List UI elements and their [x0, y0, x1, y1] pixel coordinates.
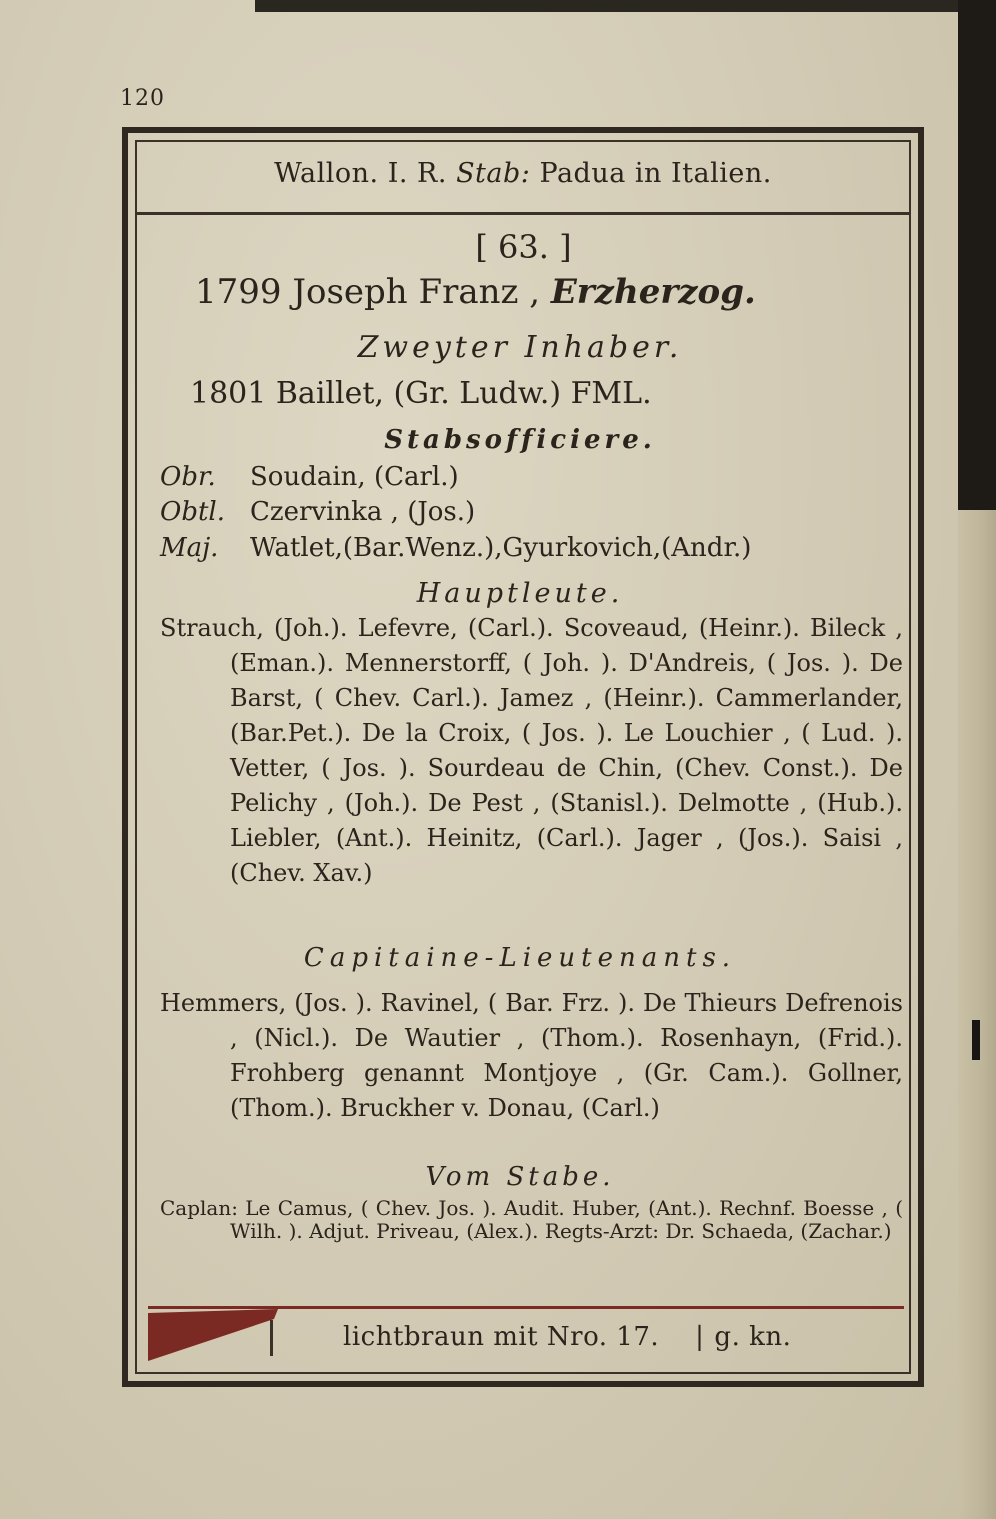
capitaine-lieutenants-heading: Capitaine-Lieutenants.: [303, 943, 737, 973]
uniform-footer: [343, 1322, 791, 1352]
officer-row: [160, 462, 459, 492]
header-prefix: Wallon. I. R.: [274, 158, 447, 189]
capitaine-lieutenants-list: Hemmers, (Jos. ). Ravinel, ( Bar. Frz. ). De Thieurs Defrenois , (Nicl.). De Wautier , (Thom.). Rosenhayn, (Frid.). Frohberg genannt Montjoye , (Gr. Cam.). Gollner, (Thom.). Bruckher v. Donau, (Carl.): [160, 989, 903, 1122]
regiment-header: [137, 158, 909, 189]
vom-stabe-list: Caplan: Le Camus, ( Chev. Jos. ). Audit. Huber, (Ant.). Rechnf. Boesse , ( Wilh. ). Adjut. Priveau, (Alex.). Regts-Arzt: Dr. Schaeda, (Zachar.): [160, 1196, 903, 1243]
officer-rank: Maj.: [160, 533, 219, 563]
officer-row: [160, 533, 751, 563]
officer-row: [160, 497, 475, 527]
edge-mark: [972, 1020, 980, 1060]
stabsofficiere-heading: Stabsofficiere.: [384, 425, 656, 455]
first-owner-title: Erzherzog.: [550, 272, 756, 312]
header-location: Padua in Italien.: [539, 158, 772, 189]
page-number: 120: [120, 86, 165, 111]
facing-color-text: lichtbraun mit Nro. 17.: [343, 1322, 660, 1352]
officer-names: Watlet,(Bar.Wenz.),Gyurkovich,(Andr.): [250, 533, 752, 563]
header-rule: [137, 212, 909, 215]
facing-color-swatch: [148, 1309, 278, 1361]
first-owner-year: 1799: [195, 272, 282, 312]
footer-divider: [270, 1320, 273, 1356]
second-owner: 1801 Baillet, (Gr. Ludw.) FML.: [190, 376, 652, 411]
first-owner-line: [195, 272, 756, 312]
hauptleute-heading: Hauptleute.: [416, 578, 624, 609]
officer-names: Soudain, (Carl.): [250, 462, 459, 492]
second-owner-heading: Zweyter Inhaber.: [357, 330, 683, 365]
regiment-number: [ 63. ]: [475, 228, 572, 266]
footer-separator: |: [695, 1322, 705, 1352]
officer-names: Czervinka , (Jos.): [250, 497, 476, 527]
officer-rank: Obtl.: [160, 497, 225, 527]
page-top-edge: [255, 0, 958, 12]
officer-rank: Obr.: [160, 462, 216, 492]
hauptleute-list: Strauch, (Joh.). Lefevre, (Carl.). Scoveaud, (Heinr.). Bileck , (Eman.). Mennerstorff, ( Joh. ). D'Andreis, ( Jos. ). De Barst, ( Chev. Carl.). Jamez , (Heinr.). Cammerlander,(Bar.Pet.). De la Croix, ( Jos. ). Le Louchier , ( Lud. ). Vetter, ( Jos. ). Sourdeau de Chin, (Chev. Const.). De Pelichy , (Joh.). De Pest , (Stanisl.). Delmotte , (Hub.). Liebler, (Ant.). Heinitz, (Carl.). Jager , (Jos.). Saisi , (Chev. Xav.): [160, 614, 903, 887]
header-stab-label: Stab:: [456, 158, 531, 189]
vom-stabe-heading: Vom Stabe.: [425, 1162, 615, 1192]
button-color-text: g. kn.: [714, 1322, 792, 1352]
first-owner-name: Joseph Franz ,: [292, 272, 541, 312]
